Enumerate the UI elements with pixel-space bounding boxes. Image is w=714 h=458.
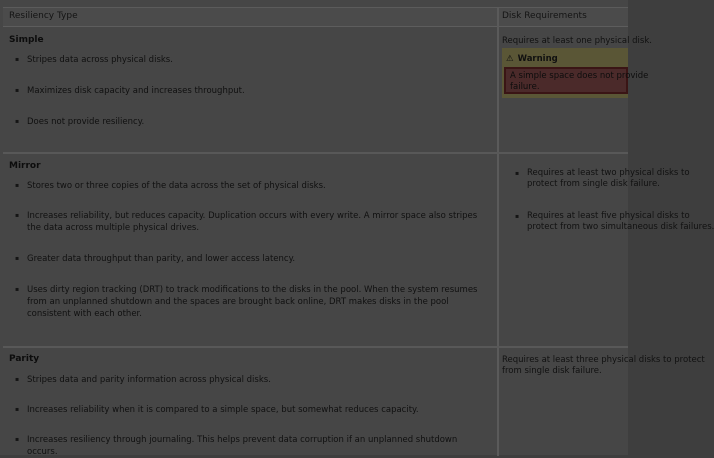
section-title-simple: Simple (9, 35, 44, 45)
requirement-parity-1: Requires at least three physical disks to protect (502, 355, 705, 365)
list-item: ▪ Increases reliability, but reduces capacity. Duplication occurs with every write. A mirror space also stripes the data across multiple physical drives. (27, 210, 487, 234)
list-item: ▪ Greater data throughput than parity, and lower access latency. (27, 253, 487, 265)
warning-title-text: Warning (517, 54, 558, 64)
row-divider-mirror (3, 346, 628, 348)
requirement-mirror-1b: protect from single disk failure. (527, 179, 660, 189)
list-item: ▪ Stores two or three copies of the data across the set of physical disks. (27, 180, 487, 192)
warning-icon: ⚠ (506, 54, 514, 64)
list-item: ▪ Maximizes disk capacity and increases throughput. (27, 85, 487, 97)
requirement-mirror-2a: ▪ Requires at least five physical disks to (527, 211, 690, 222)
list-item: ▪ Uses dirty region tracking (DRT) to track modifications to the disks in the pool. When the system resumes from an unplanned shutdown and the spaces are brought back online, DRT makes disks in the pool consistent with each other. (27, 284, 487, 320)
header-disk-requirements: Disk Requirements (502, 11, 587, 21)
warning-box (504, 67, 649, 94)
requirement-simple: Requires at least one physical disk. (502, 36, 652, 46)
list-item: ▪ Stripes data across physical disks. (27, 54, 487, 66)
column-divider (497, 8, 499, 456)
warning-callout (502, 48, 649, 98)
requirement-parity-2: from single disk failure. (502, 366, 602, 376)
list-item: ▪ Increases reliability when it is compared to a simple space, but somewhat reduces capacity. (27, 404, 487, 416)
row-divider-simple (3, 152, 628, 154)
table-header (3, 8, 628, 27)
section-title-parity: Parity (9, 354, 40, 364)
list-item: ▪ Increases resiliency through journaling. This helps prevent data corruption if an unplanned shutdown occurs. (27, 434, 487, 458)
header-resiliency-type: Resiliency Type (9, 11, 78, 21)
requirement-mirror-1a: ▪ Requires at least two physical disks to (527, 168, 690, 179)
list-item: ▪ Does not provide resiliency. (27, 116, 487, 128)
warning-text-line-1: A simple space does not provide (510, 71, 649, 81)
warning-text-line-2: failure. (510, 82, 540, 92)
requirement-mirror-2b: protect from two simultaneous disk failures. (527, 222, 714, 232)
warning-title (506, 54, 558, 64)
list-item: ▪ Stripes data and parity information across physical disks. (27, 374, 487, 386)
section-title-mirror: Mirror (9, 161, 41, 171)
